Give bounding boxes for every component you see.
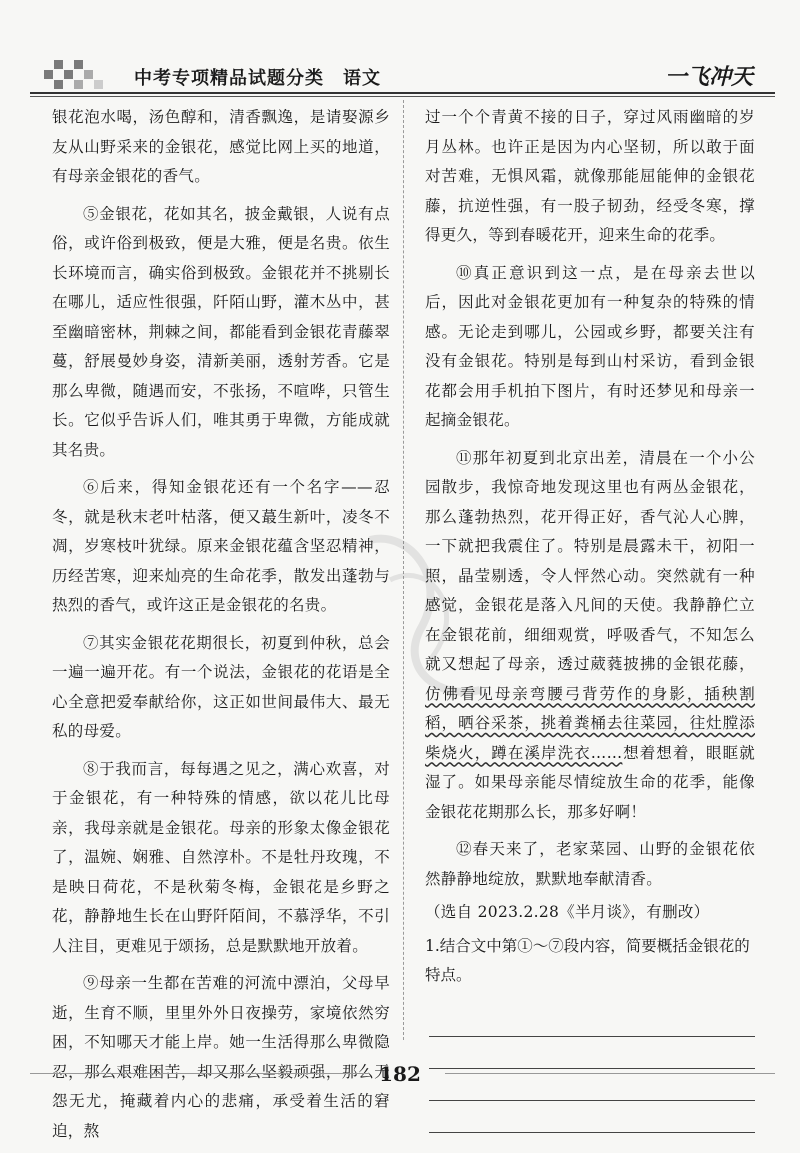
wavy-underlined-sentence: 仿佛看见母亲弯腰弓背劳作的身影，插秧割稻，晒谷采茶，挑着粪桶去往菜园，往灶膛添柴烧火，蹲在溪岸洗衣……	[425, 684, 755, 762]
left-column	[52, 103, 390, 1146]
header-brand: 一飞冲天	[664, 65, 753, 90]
paragraph-9-tail: 过一个个青黄不接的日子，穿过风雨幽暗的岁月丛林。也许正是因为内心坚韧，所以敢于面对苦难，无惧风霜，就像那能屈能伸的金银花藤，抗逆性强，有一股子韧劲，经受冬寒，撑得更久，等到春暖花开，迎来生命的花季。	[425, 108, 755, 244]
paragraph-5: ⑤金银花，花如其名，披金戴银，人说有点俗，或许俗到极致，便是大雅，便是名贵。依生长环境而言，确实俗到极致。金银花并不挑剔长在哪儿，适应性很强，阡陌山野，灌木丛中，甚至幽暗密林，荆棘之间，都能看到金银花青藤翠蔓，舒展曼妙身姿，清新美丽，透射芳香。它是那么卑微，随遇而安，不张扬，不喧哗，只管生长。它似乎告诉人们，唯其勇于卑微，方能成就其名贵。	[52, 204, 390, 459]
right-column	[425, 103, 755, 1133]
answer-line[interactable]	[429, 1005, 755, 1037]
page-header	[30, 56, 775, 94]
paragraph-11-ending: 想着想着，眼眶就湿了。如果母亲能尽情绽放生命的花季，能像金银花花期那么长，那多好啊！	[425, 743, 755, 821]
header-logo-icon	[44, 60, 106, 90]
paragraph-4-tail: 银花泡水喝，汤色醇和，清香飘逸，是请娶源乡友从山野采来的金银花，感觉比网上买的地道，有母亲金银花的香气。	[52, 108, 390, 185]
header-title: 中考专项精品试题分类 语文	[134, 68, 381, 89]
paragraph-8: ⑧于我而言，每每遇之见之，满心欢喜，对于金银花，有一种特殊的情感，欲以花儿比母亲，我母亲就是金银花。母亲的形象太像金银花了，温婉、娴雅、自然淳朴。不是牡丹玫瑰，不是映日荷花，不是秋菊冬梅，金银花是乡野之花，静静地生长在山野阡陌间，不慕浮华，不引人注目，更难见于颂扬，总是默默地开放着。	[52, 759, 390, 955]
paragraph-9: ⑨母亲一生都在苦难的河流中漂泊，父母早逝，生育不顺，里里外外日夜操劳，家境依然穷困，不知哪天才能上岸。她一生活得那么卑微隐忍，那么艰难困苦，却又那么坚毅顽强，那么无怨无尤，掩藏着内心的悲痛，承受着生活的窘迫，熬	[52, 974, 390, 1140]
question-1: 1.结合文中第①～⑦段内容，简要概括金银花的特点。	[425, 936, 750, 984]
paragraph-11-text: ⑪那年初夏到北京出差，清晨在一个小公园散步，我惊奇地发现这里也有两丛金银花，那么蓬勃热烈，花开得正好，香气沁人心脾，一下就把我震住了。特别是晨露未干，初阳一照，晶莹剔透，令人怦然心动。突然就有一种感觉，金银花是落入凡间的天使。我静静伫立在金银花前，细细观赏，呼吸香气，不知怎么就又想起了母亲，透过葳蕤披拂的金银花藤，	[425, 448, 755, 673]
column-divider	[403, 100, 404, 1040]
paragraph-10: ⑩真正意识到这一点，是在母亲去世以后，因此对金银花更加有一种复杂的特殊的情感。无论走到哪儿，公园或乡野，都要关注有没有金银花。特别是每到山村采访，看到金银花都会用手机拍下图片，有时还梦见和母亲一起摘金银花。	[425, 263, 755, 429]
answer-line[interactable]	[429, 1101, 755, 1133]
header-rule-thin	[30, 96, 775, 97]
paragraph-7: ⑦其实金银花花期很长，初夏到仲秋，总会一遍一遍开花。有一个说法，金银花的花语是全心全意把爱奉献给你，这正如世间最伟大、最无私的母爱。	[52, 633, 390, 740]
paragraph-12: ⑫春天来了，老家菜园、山野的金银花依然静静地绽放，默默地奉献清香。	[425, 840, 755, 888]
source-citation: （选自 2023.2.28《半月谈》，有删改）	[425, 903, 710, 921]
header-rule	[30, 92, 775, 94]
paragraph-6: ⑥后来，得知金银花还有一个名字——忍冬，就是秋末老叶枯落，便又蕞生新叶，凌冬不凋，岁寒枝叶犹绿。原来金银花蕴含坚忍精神，历经苦寒，迎来灿亮的生命花季，散发出蓬勃与热烈的香气，或许这正是金银花的名贵。	[52, 478, 390, 614]
page-number: 182	[379, 1062, 421, 1086]
paragraph-11	[425, 444, 755, 828]
